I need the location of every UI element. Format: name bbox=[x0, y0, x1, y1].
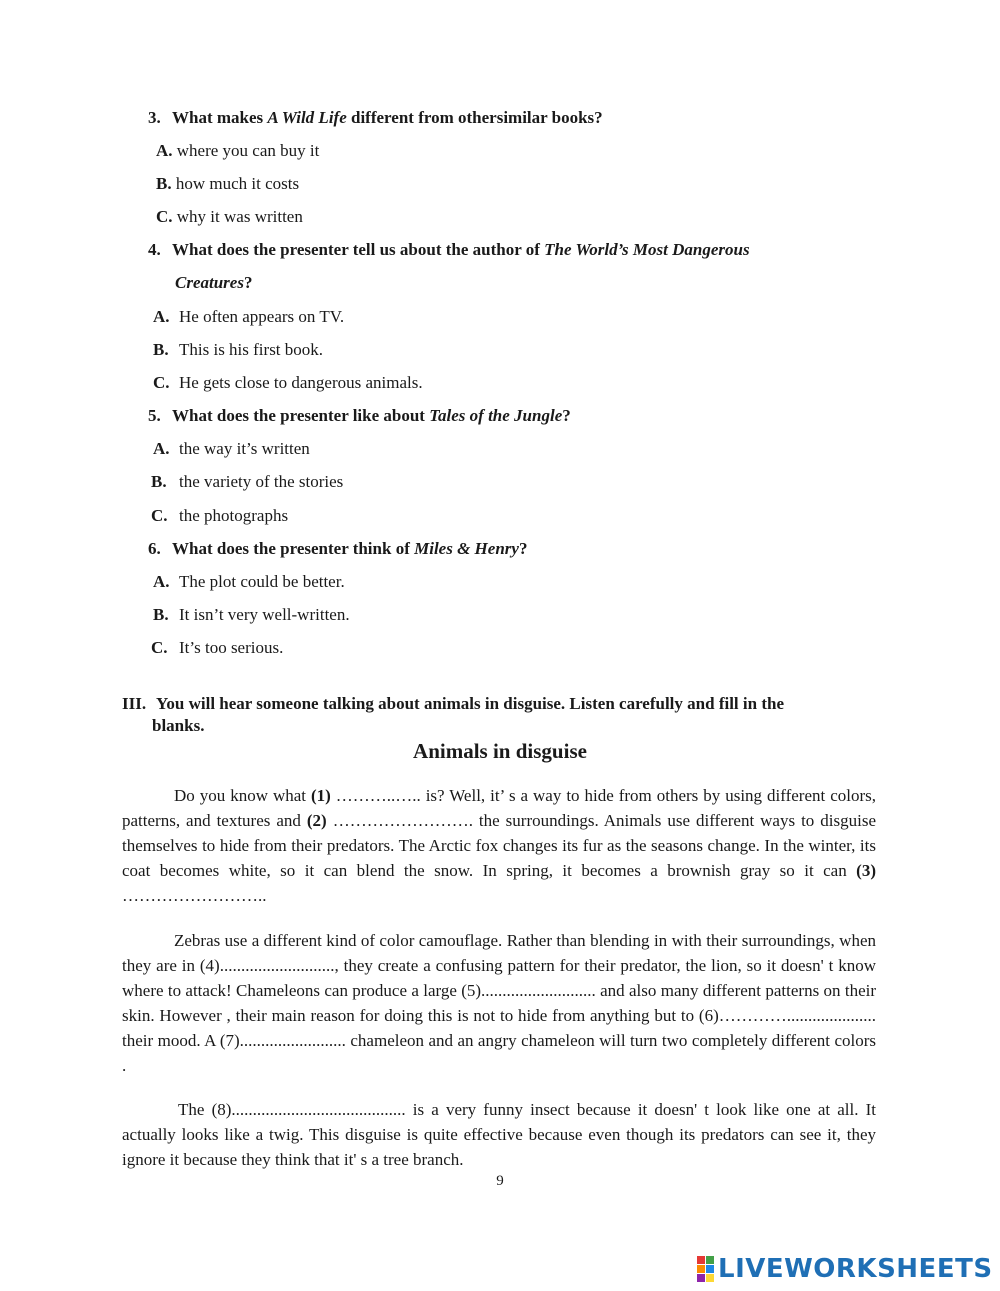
paragraph-3 bbox=[122, 1097, 876, 1172]
blank-number: (2) bbox=[306, 811, 327, 830]
option-letter: A. bbox=[153, 307, 170, 326]
paragraph-text: ……………………. the surroundings. Animals use different ways to disguise themselves to hide from their predators. The Arctic fox changes its fur as the seasons change. In the winter, its coat becomes white, so it can blend the snow. In spring, it becomes a brownish gray so it can bbox=[122, 811, 876, 880]
option-3a[interactable] bbox=[156, 140, 319, 162]
logo-tile bbox=[706, 1265, 714, 1273]
option-5a[interactable] bbox=[153, 438, 310, 460]
question-6 bbox=[148, 538, 527, 560]
option-letter: B. bbox=[156, 174, 172, 193]
question-text: ? bbox=[562, 406, 571, 425]
option-letter: C. bbox=[153, 373, 170, 392]
option-letter: C. bbox=[151, 638, 168, 657]
logo-tile bbox=[706, 1274, 714, 1282]
paragraph-text: Do you know what bbox=[174, 786, 311, 805]
question-text: What does the presenter think of bbox=[172, 539, 415, 558]
book-title: The World’s Most Dangerous bbox=[544, 240, 750, 259]
option-letter: C. bbox=[156, 207, 173, 226]
question-text: What does the presenter tell us about the author of bbox=[172, 240, 545, 259]
paragraph-1 bbox=[122, 783, 876, 908]
option-text: This is his first book. bbox=[179, 340, 324, 359]
logo-tile bbox=[697, 1274, 705, 1282]
instruction-text: blanks. bbox=[152, 716, 205, 735]
option-letter: A. bbox=[153, 572, 170, 591]
logo-tile bbox=[697, 1256, 705, 1264]
paragraph-text: …………………….. bbox=[122, 886, 267, 905]
question-4-line2 bbox=[175, 272, 252, 294]
question-number: 4. bbox=[148, 240, 161, 259]
question-text: ? bbox=[518, 539, 528, 558]
option-text: why it was written bbox=[176, 207, 303, 226]
option-letter: C. bbox=[151, 506, 168, 525]
book-title: Creatures bbox=[175, 273, 244, 292]
option-6a[interactable] bbox=[153, 571, 345, 593]
question-text: What makes bbox=[172, 108, 268, 127]
option-text: He often appears on TV. bbox=[179, 307, 345, 326]
option-4c[interactable] bbox=[153, 372, 423, 394]
instruction-text: You will hear someone talking about animals in disguise. Listen carefully and fill in the bbox=[156, 694, 784, 713]
question-5 bbox=[148, 405, 571, 427]
option-3b[interactable] bbox=[156, 173, 299, 195]
question-text: ? bbox=[243, 273, 253, 292]
logo-tile bbox=[706, 1256, 714, 1264]
option-letter: A. bbox=[153, 439, 170, 458]
option-text: the variety of the stories bbox=[179, 472, 344, 491]
option-text: It isn’t very well-written. bbox=[179, 605, 350, 624]
option-text: the way it’s written bbox=[179, 439, 310, 458]
question-number: 6. bbox=[148, 539, 161, 558]
book-title: A Wild Life bbox=[267, 108, 347, 127]
option-letter: B. bbox=[153, 605, 169, 624]
paragraph-text: The (8)......................................... is a very funny insect because it doesn' t look like one at all. It actually looks like a twig. This disguise is quite effective because even though its predators can see it, they ignore it because they think that it' s a tree branch. bbox=[122, 1100, 876, 1169]
book-title: Miles & Henry bbox=[414, 539, 519, 558]
option-letter: B. bbox=[153, 340, 169, 359]
section-number: III. bbox=[122, 694, 147, 713]
question-text: different from othersimilar books? bbox=[346, 108, 603, 127]
option-4b[interactable] bbox=[153, 339, 323, 361]
question-4 bbox=[148, 239, 750, 261]
option-5c[interactable] bbox=[151, 505, 288, 527]
page-number: 9 bbox=[496, 1173, 504, 1189]
option-text: The plot could be better. bbox=[179, 572, 345, 591]
option-6c[interactable] bbox=[151, 637, 283, 659]
option-letter: A. bbox=[156, 141, 173, 160]
option-6b[interactable] bbox=[153, 604, 350, 626]
question-3 bbox=[148, 107, 603, 129]
logo-tiles-icon bbox=[697, 1256, 714, 1282]
option-letter: B. bbox=[151, 472, 167, 491]
question-text: What does the presenter like about bbox=[172, 406, 430, 425]
question-number: 3. bbox=[148, 108, 161, 127]
option-text: He gets close to dangerous animals. bbox=[179, 373, 423, 392]
logo-tile bbox=[697, 1265, 705, 1273]
liveworksheets-logo bbox=[697, 1253, 993, 1285]
option-4a[interactable] bbox=[153, 306, 344, 328]
blank-number: (1) bbox=[310, 786, 331, 805]
brand-name: LIVEWORKSHEETS bbox=[718, 1254, 993, 1284]
book-title: Tales of the Jungle bbox=[429, 406, 563, 425]
blank-number: (3) bbox=[856, 861, 876, 880]
paragraph-text: Zebras use a different kind of color camouflage. Rather than blending in with their surroundings, when they are in (4)..........................., they create a confusing pattern for their predator, the lion, so it doesn' t know where to attack! Chameleons can produce a large (5)........................... and also many different patterns on their skin. However , their main reason for doing this is not to hide from anything but to (6)…………..................... their mood. A (7)......................... chameleon and an angry chameleon will turn two completely different colors . bbox=[122, 931, 876, 1075]
option-text: where you can buy it bbox=[176, 141, 320, 160]
option-text: how much it costs bbox=[175, 174, 300, 193]
option-3c[interactable] bbox=[156, 206, 303, 228]
paragraph-text: ………..….. is? Well, it’ s a way to hide from others by using different colors, patterns, and textures and bbox=[122, 786, 876, 830]
option-text: the photographs bbox=[179, 506, 289, 525]
paragraph-2 bbox=[122, 928, 876, 1078]
option-5b[interactable] bbox=[151, 471, 343, 493]
passage-title: Animals in disguise bbox=[413, 739, 587, 763]
question-number: 5. bbox=[148, 406, 161, 425]
option-text: It’s too serious. bbox=[179, 638, 284, 657]
